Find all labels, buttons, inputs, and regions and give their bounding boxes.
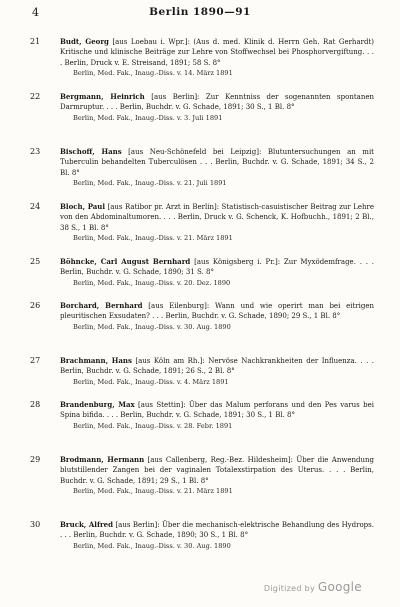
entry-faculty-note: Berlin, Med. Fak., Inaug.-Diss. v. 3. Juli 1891 bbox=[73, 113, 223, 122]
entry-author: Bruck, Alfred bbox=[60, 520, 114, 529]
entry-text: [aus Berlin]: Zur Kenntniss der sogenannten spontanen Darmruptur. . . . Berlin, Buchdr. v. G. Schade, 1891; 30 S., 1 Bl. 8° bbox=[60, 93, 374, 112]
entry-author: Budt, Georg bbox=[60, 37, 109, 46]
entry-number: 26 bbox=[30, 301, 41, 310]
entry-citation bbox=[60, 147, 374, 178]
entry-text: [aus Königsberg i. Pr.]: Zur Myxödemfrage. . . . Berlin, Buchdr. v. G. Schade, 1890; 31 S. 8° bbox=[60, 258, 374, 277]
entry-number: 28 bbox=[30, 400, 41, 409]
entry-faculty-note: Berlin, Med. Fak., Inaug.-Diss. v. 30. Aug. 1890 bbox=[73, 322, 231, 331]
entry-author: Borchard, Bernhard bbox=[60, 301, 143, 310]
entry-faculty-note: Berlin, Med. Fak., Inaug.-Diss. v. 20. Dez. 1890 bbox=[73, 278, 231, 287]
entry-author: Bergmann, Heinrich bbox=[60, 92, 145, 101]
page-header bbox=[0, 6, 400, 22]
list-item bbox=[0, 520, 400, 563]
entry-author: Brachmann, Hans bbox=[60, 356, 132, 365]
digitized-watermark bbox=[264, 580, 362, 594]
page-number: 4 bbox=[32, 6, 39, 19]
list-item bbox=[0, 92, 400, 135]
list-item bbox=[0, 400, 400, 443]
entry-author: Böhncke, Carl August Bernhard bbox=[60, 257, 191, 266]
watermark-prefix: Digitized by bbox=[263, 584, 318, 593]
list-item bbox=[0, 37, 400, 80]
entry-citation bbox=[60, 202, 374, 233]
list-item bbox=[0, 147, 400, 190]
entry-citation bbox=[60, 92, 374, 113]
entry-text: [aus Eilenburg]: Wann und wie operirt man bei eitrigen pleuritischen Exsudaten? . . . Berlin, Buchdr. v. G. Schade, 1890; 29 S., 1 Bl. 8° bbox=[60, 302, 374, 321]
entry-number: 23 bbox=[30, 147, 41, 156]
entry-citation bbox=[60, 257, 374, 278]
entry-faculty-note: Berlin, Med. Fak., Inaug.-Diss. v. 21. März 1891 bbox=[73, 487, 233, 496]
list-item bbox=[0, 301, 400, 344]
entry-citation bbox=[60, 301, 374, 322]
entry-faculty-note: Berlin, Med. Fak., Inaug.-Diss. v. 14. März 1891 bbox=[73, 69, 233, 78]
list-item bbox=[0, 455, 400, 508]
entry-citation bbox=[60, 400, 374, 421]
entry-text: [aus Köln am Rh.]: Nervöse Nachkrankheiten der Influenza. . . . Berlin, Buchdr. v. G. Schade, 1891; 26 S., 2 Bl. 8° bbox=[60, 357, 374, 376]
entry-number: 21 bbox=[30, 37, 41, 46]
entry-text: [aus Stettin]: Über das Malum perforans und den Pes varus bei Spina bifida. . . . Berlin, Buchdr. v. G. Schade, 1891; 30 S., 1 Bl. 8° bbox=[60, 401, 374, 420]
entry-text: [aus Ratibor pr. Arzt in Berlin]: Statistisch-casuistischer Beitrag zur Lehre von den Abdominaltumoren. . . . Berlin, Druck v. G. Schenck, K. Hofbuchh., 1891; 2 Bl., 38 S., 1 Bl. 8° bbox=[60, 203, 374, 232]
entry-author: Brandenburg, Max bbox=[60, 400, 135, 409]
entry-faculty-note: Berlin, Med. Fak., Inaug.-Diss. v. 30. Aug. 1890 bbox=[73, 541, 231, 550]
list-item bbox=[0, 356, 400, 388]
entry-text: [aus Berlin]: Über die mechanisch-elektrische Behandlung des Hydrops. . . . Berlin, Buchdr. v. G. Schade, 1890; 30 S., 1 Bl. 8° bbox=[60, 521, 374, 540]
entry-faculty-note: Berlin, Med. Fak., Inaug.-Diss. v. 21. Juli 1891 bbox=[73, 179, 227, 188]
entry-number: 24 bbox=[30, 202, 41, 211]
entry-citation bbox=[60, 455, 374, 486]
entry-number: 25 bbox=[30, 257, 41, 266]
entry-number: 30 bbox=[30, 520, 41, 529]
running-title: Berlin 1890—91 bbox=[149, 6, 251, 18]
entry-author: Bischoff, Hans bbox=[60, 147, 122, 156]
entry-citation bbox=[60, 356, 374, 377]
entry-text: [aus Callenberg, Reg.-Bez. Hildesheim]: Über die Anwendung blutstillender Zangen bei der vaginalen Totalexstirpation des Uterus. . . . Berlin, Buchdr. v. G. Schade, 1891; 29 S., 1 Bl. 8° bbox=[60, 456, 374, 485]
entry-faculty-note: Berlin, Med. Fak., Inaug.-Diss. v. 21. März 1891 bbox=[73, 234, 233, 243]
entry-faculty-note: Berlin, Med. Fak., Inaug.-Diss. v. 4. März 1891 bbox=[73, 377, 229, 386]
entry-number: 22 bbox=[30, 92, 41, 101]
entry-list bbox=[0, 37, 400, 563]
entry-citation bbox=[60, 37, 374, 68]
entry-citation bbox=[60, 520, 374, 541]
entry-author: Brodmann, Hermann bbox=[60, 455, 145, 464]
list-item bbox=[0, 257, 400, 289]
entry-text: [aus Loebau i. Wpr.]: (Aus d. med. Klinik d. Herrn Geh. Rat Gerhardt) Kritische und klinische Beiträge zur Lehre von Stoffwechsel bei Phosphorvergiftung. . . . Berlin, Druck v. E. Streisand, 1891; 58 S. 8° bbox=[60, 38, 374, 67]
entry-author: Bloch, Paul bbox=[60, 202, 106, 211]
watermark-brand: Google bbox=[317, 580, 362, 594]
entry-text: [aus Neu-Schönefeld bei Leipzig]: Blutuntersuchungen an mit Tuberculin behandelten Tuberculösen . . . Berlin, Buchdr. v. G. Schade, 1891; 34 S., 2 Bl. 8° bbox=[60, 148, 374, 177]
entry-number: 29 bbox=[30, 455, 41, 464]
entry-number: 27 bbox=[30, 356, 41, 365]
list-item bbox=[0, 202, 400, 245]
entry-faculty-note: Berlin, Med. Fak., Inaug.-Diss. v. 28. Febr. 1891 bbox=[73, 421, 233, 430]
